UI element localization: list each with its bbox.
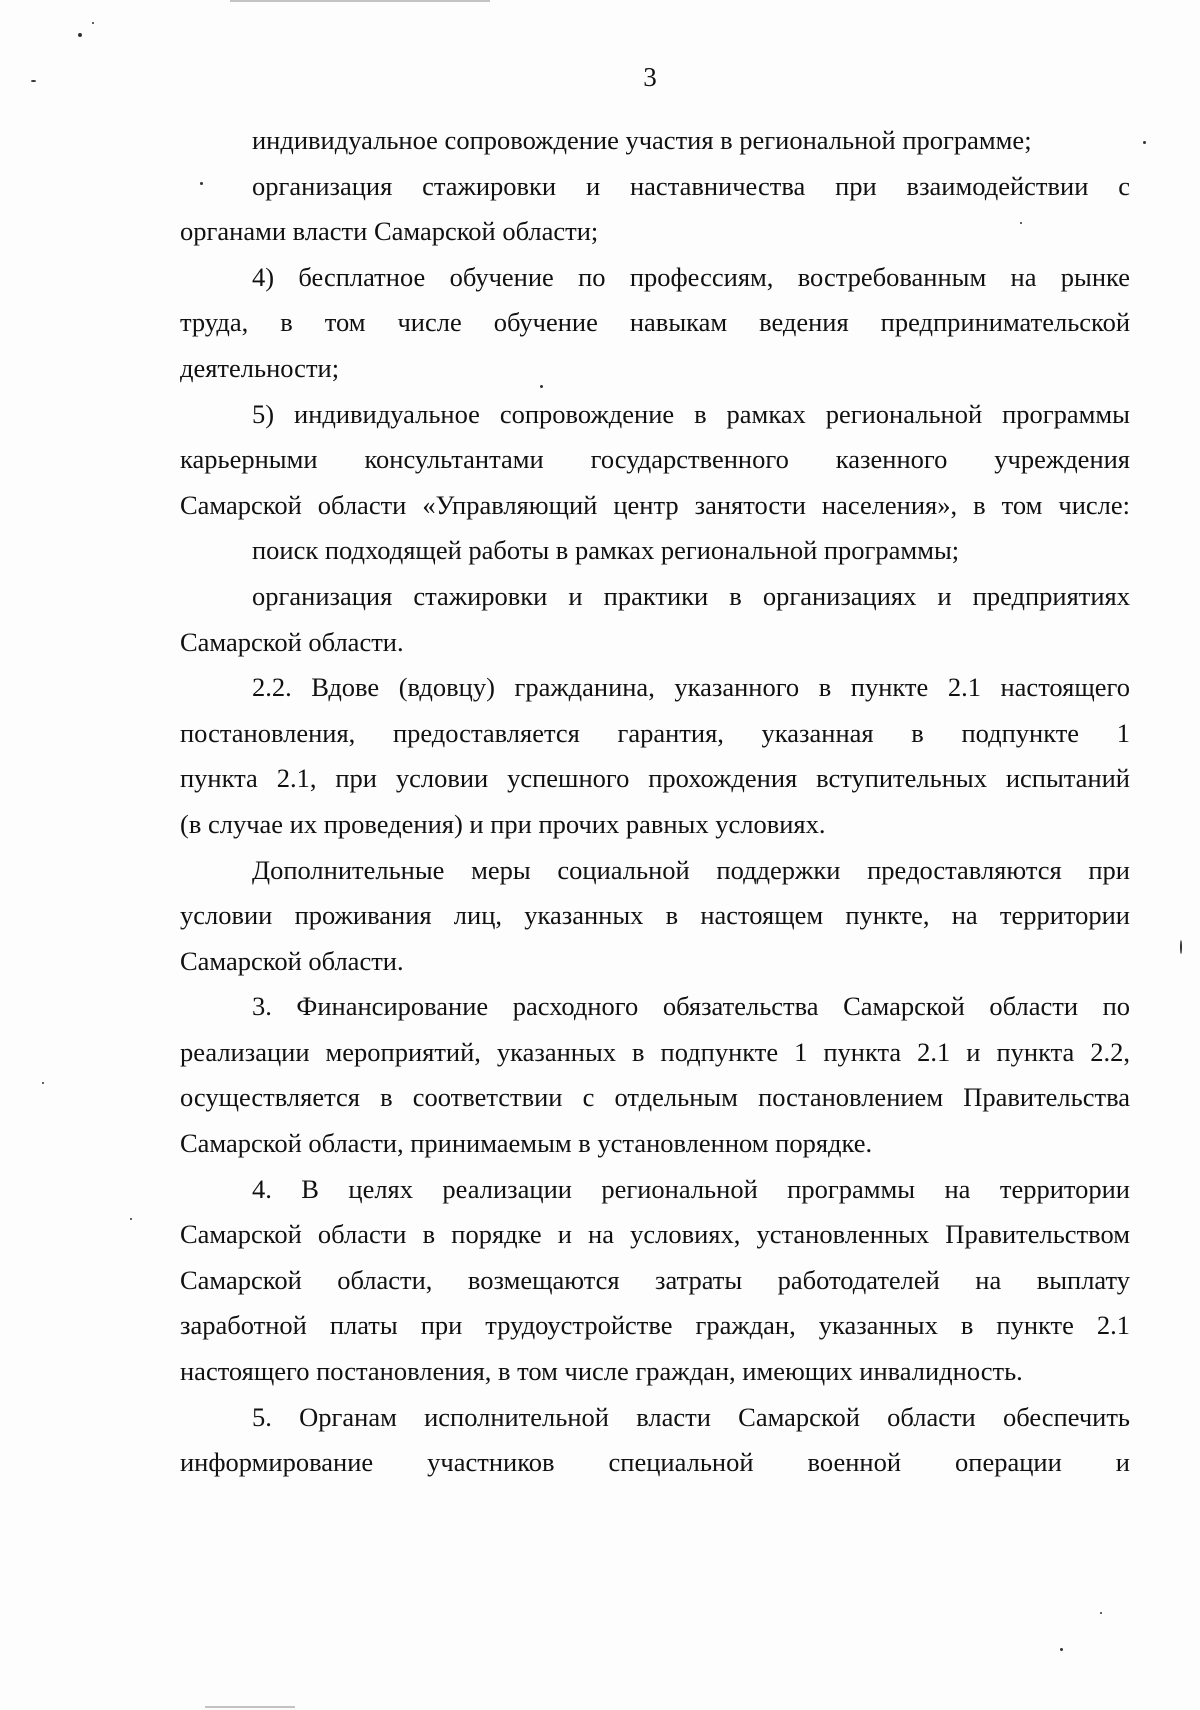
text-line: карьерными консультантами государственного казенного учреждения xyxy=(180,444,1130,475)
text-line: информирование участников специальной военной операции и xyxy=(180,1447,1130,1478)
text-line: настоящего постановления, в том числе граждан, имеющих инвалидность. xyxy=(180,1356,1023,1387)
text-line: 4. В целях реализации региональной программы на территории xyxy=(252,1173,1130,1204)
text-line: (в случае их проведения) и при прочих равных условиях. xyxy=(180,808,826,839)
text-line: организация стажировки и практики в организациях и предприятиях xyxy=(252,580,1130,611)
scan-speck xyxy=(1180,940,1182,954)
text-line: организация стажировки и наставничества при взаимодействии с xyxy=(252,170,1130,201)
scan-speck xyxy=(42,1082,44,1084)
text-line: труда, в том числе обучение навыкам ведения предпринимательской xyxy=(180,307,1130,338)
page-number: 3 xyxy=(643,62,657,92)
scan-speck xyxy=(200,182,203,185)
scan-speck xyxy=(1020,222,1022,224)
text-line: осуществляется в соответствии с отдельным постановлением Правительства xyxy=(180,1082,1130,1113)
text-line: 4) бесплатное обучение по профессиям, востребованным на рынке xyxy=(252,261,1130,292)
scan-edge-mark xyxy=(205,1706,295,1708)
text-line: постановления, предоставляется гарантия, указанная в подпункте 1 xyxy=(180,717,1130,748)
text-line: Самарской области «Управляющий центр занятости населения», в том числе: xyxy=(180,489,1130,520)
text-line: поиск подходящей работы в рамках региональной программы; xyxy=(252,535,960,566)
text-line: Самарской области. xyxy=(180,945,404,976)
text-line: Самарской области, принимаемым в установленном порядке. xyxy=(180,1128,873,1159)
text-line: индивидуальное сопровождение участия в региональной программе; xyxy=(252,125,1032,155)
text-line: пункта 2.1, при условии успешного прохождения вступительных испытаний xyxy=(180,763,1130,794)
scan-speck xyxy=(130,1218,132,1220)
text-line: Дополнительные меры социальной поддержки предоставляются при xyxy=(252,854,1130,885)
scan-speck xyxy=(1143,141,1146,144)
scan-speck xyxy=(1060,1648,1063,1651)
scan-speck xyxy=(31,80,36,82)
text-line: деятельности; xyxy=(180,352,340,383)
text-line: 3. Финансирование расходного обязательства Самарской области по xyxy=(252,991,1130,1022)
scan-speck xyxy=(78,33,82,37)
text-line: Самарской области, возмещаются затраты работодателей на выплату xyxy=(180,1264,1130,1295)
text-line: условии проживания лиц, указанных в настоящем пункте, на территории xyxy=(180,900,1130,931)
text-line: 5. Органам исполнительной власти Самарской области обеспечить xyxy=(252,1401,1130,1432)
text-line: 2.2. Вдове (вдовцу) гражданина, указанного в пункте 2.1 настоящего xyxy=(252,672,1130,703)
scan-edge-mark xyxy=(230,0,490,2)
text-line: реализации мероприятий, указанных в подпункте 1 пункта 2.1 и пункта 2.2, xyxy=(180,1036,1130,1067)
scan-speck xyxy=(92,22,94,24)
text-line: Самарской области в порядке и на условиях, установленных Правительством xyxy=(180,1219,1130,1250)
scan-speck xyxy=(1100,1612,1102,1614)
document-body xyxy=(180,118,1130,1486)
text-line: заработной платы при трудоустройстве граждан, указанных в пункте 2.1 xyxy=(180,1310,1130,1341)
text-line: 5) индивидуальное сопровождение в рамках региональной программы xyxy=(252,398,1130,429)
text-line: Самарской области. xyxy=(180,626,404,657)
text-line: органами власти Самарской области; xyxy=(180,216,599,247)
scan-speck xyxy=(540,385,543,388)
